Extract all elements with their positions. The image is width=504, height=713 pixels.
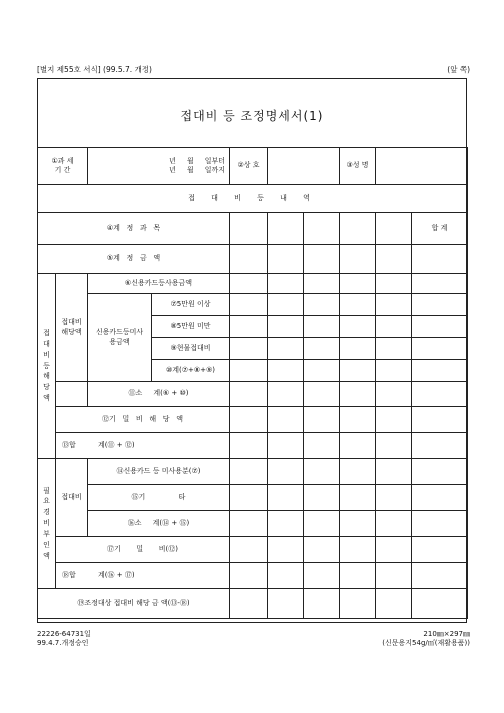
cell[interactable] (268, 433, 304, 459)
cell[interactable] (268, 537, 304, 563)
disallowed-sub-label: 접대비 (56, 459, 88, 537)
cell[interactable] (340, 459, 376, 485)
cell[interactable] (412, 316, 468, 338)
secret2-label: ⑰기 밀 비(⑫) (56, 537, 230, 563)
cell[interactable] (412, 407, 468, 433)
entertainment-group-label: 접 대 비 등 해 당 액 (38, 274, 56, 459)
cell[interactable] (230, 213, 268, 245)
cell[interactable] (230, 563, 268, 589)
form-title: 접대비 등 조정명세서(1) (180, 109, 324, 123)
cell[interactable] (230, 382, 268, 407)
cell[interactable] (304, 213, 340, 245)
under-50k-label: ⑧5만원 미만 (152, 316, 230, 338)
cell[interactable] (340, 294, 376, 316)
cell[interactable] (412, 433, 468, 459)
cell[interactable] (376, 433, 412, 459)
cell[interactable] (268, 316, 304, 338)
statement-table (37, 147, 468, 619)
target-amount-label: ⑲조정대상 접대비 해당 금 액(⑬-⑱) (38, 589, 230, 619)
cell[interactable] (268, 274, 304, 294)
cell[interactable] (376, 316, 412, 338)
cell[interactable] (304, 245, 340, 274)
total-label: 합 계 (412, 213, 468, 245)
cell[interactable] (304, 338, 340, 360)
cell[interactable] (230, 245, 268, 274)
cell[interactable] (376, 245, 412, 274)
period-label: ①과 세 기 간 (38, 148, 88, 185)
account-item-label: ④계 정 과 목 (38, 213, 230, 245)
subtotal2-label: ⑯소 계(⑭ + ⑮) (88, 511, 230, 537)
cell[interactable] (376, 407, 412, 433)
footer-left (37, 630, 91, 649)
cell[interactable] (304, 294, 340, 316)
secret-label: ⑫기 밀 비 해 당 액 (56, 407, 230, 433)
cell[interactable] (340, 316, 376, 338)
cell[interactable] (376, 213, 412, 245)
credit-card-amount-label: ⑥신용카드등사용금액 (88, 274, 230, 294)
cell[interactable] (376, 589, 412, 619)
paper-type: (신문용지54g/㎡(재활용품)) (382, 639, 470, 648)
cell[interactable] (340, 511, 376, 537)
cell[interactable] (230, 537, 268, 563)
cell[interactable] (340, 360, 376, 382)
cell[interactable] (376, 274, 412, 294)
cell[interactable] (376, 382, 412, 407)
account-amount-label: ⑤계 정 금 액 (38, 245, 230, 274)
cell[interactable] (268, 213, 304, 245)
over-50k-label: ⑦5만원 이상 (152, 294, 230, 316)
cell[interactable] (230, 459, 268, 485)
cell[interactable] (340, 245, 376, 274)
cell[interactable] (376, 338, 412, 360)
cell[interactable] (230, 274, 268, 294)
non-card-subtotal-label: ⑩계(⑦+⑧+⑨) (152, 360, 230, 382)
company-field[interactable] (268, 148, 340, 185)
cell[interactable] (268, 360, 304, 382)
cell[interactable] (340, 407, 376, 433)
cell[interactable] (340, 213, 376, 245)
cell[interactable] (304, 433, 340, 459)
name-label: ③성 명 (340, 148, 376, 185)
cell[interactable] (376, 360, 412, 382)
cell[interactable] (340, 433, 376, 459)
cell[interactable] (304, 316, 340, 338)
cell[interactable] (304, 589, 340, 619)
cell[interactable] (412, 245, 468, 274)
sum2-label: ⑱합 계(⑯ + ⑰) (56, 563, 230, 589)
name-field[interactable] (376, 148, 468, 185)
cell[interactable] (376, 459, 412, 485)
approval-date: 99.4.7.개정승인 (37, 639, 89, 648)
cell[interactable] (412, 459, 468, 485)
period-to: 년 월 일까지 (168, 166, 225, 174)
cell[interactable] (340, 485, 376, 511)
form-code: 22226-64731일 (37, 630, 91, 638)
cell[interactable] (340, 338, 376, 360)
cell[interactable] (376, 563, 412, 589)
cell[interactable] (412, 537, 468, 563)
period-field[interactable] (88, 148, 230, 185)
cell[interactable] (304, 360, 340, 382)
goods-label: ⑨현물접대비 (152, 338, 230, 360)
cell[interactable] (340, 537, 376, 563)
footer-right (382, 630, 470, 649)
other-label: ⑮기 타 (88, 485, 230, 511)
cell[interactable] (230, 360, 268, 382)
card-unused-label: ⑭신용카드 등 미사용분(⑦) (88, 459, 230, 485)
cell[interactable] (412, 360, 468, 382)
cell[interactable] (376, 294, 412, 316)
cell[interactable] (268, 589, 304, 619)
cell[interactable] (412, 294, 468, 316)
cell[interactable] (268, 294, 304, 316)
cell[interactable] (304, 511, 340, 537)
cell[interactable] (230, 485, 268, 511)
section-title: 접 대 비 등 내 역 (38, 185, 468, 213)
cell[interactable] (230, 407, 268, 433)
cell[interactable] (268, 563, 304, 589)
cell[interactable] (412, 485, 468, 511)
cell[interactable] (340, 274, 376, 294)
cell[interactable] (412, 382, 468, 407)
cell[interactable] (230, 338, 268, 360)
cell[interactable] (340, 382, 376, 407)
cell[interactable] (304, 407, 340, 433)
form-reference: [별지 제55호 서식] (99.5.7. 개정) (37, 65, 152, 74)
cell[interactable] (304, 563, 340, 589)
cell[interactable] (304, 382, 340, 407)
cell[interactable] (412, 511, 468, 537)
cell[interactable] (268, 338, 304, 360)
disallowed-group-label: 필 요 경 비 부 인 액 (38, 459, 56, 589)
page-side-label: (앞 쪽) (447, 65, 470, 74)
cell[interactable] (412, 274, 468, 294)
cell[interactable] (268, 245, 304, 274)
cell[interactable] (230, 511, 268, 537)
subtotal-label: ⑪소 계(⑥ + ⑩) (88, 382, 230, 407)
cell[interactable] (230, 589, 268, 619)
cell[interactable] (230, 433, 268, 459)
cell[interactable] (340, 563, 376, 589)
company-label: ②상 호 (230, 148, 268, 185)
cell[interactable] (412, 589, 468, 619)
cell[interactable] (376, 485, 412, 511)
cell[interactable] (268, 382, 304, 407)
cell[interactable] (230, 294, 268, 316)
paper-size: 210㎜×297㎜ (423, 630, 470, 638)
period-from: 년 월 일부터 (168, 156, 225, 165)
cell[interactable] (304, 537, 340, 563)
cell[interactable] (304, 459, 340, 485)
cell[interactable] (268, 485, 304, 511)
cell[interactable] (304, 485, 340, 511)
cell[interactable] (340, 589, 376, 619)
cell[interactable] (376, 537, 412, 563)
cell[interactable] (412, 563, 468, 589)
cell[interactable] (268, 407, 304, 433)
statement-form (37, 78, 467, 623)
non-card-label: 신용카드등미사 용금액 (88, 294, 152, 382)
cell[interactable] (268, 459, 304, 485)
cell[interactable] (304, 274, 340, 294)
sum-label: ⑬합 계(⑪ + ⑫) (56, 433, 230, 459)
entertainment-sub-label: 접대비 해당액 (56, 274, 88, 382)
cell[interactable] (268, 511, 304, 537)
cell[interactable] (376, 511, 412, 537)
cell[interactable] (230, 316, 268, 338)
cell[interactable] (412, 338, 468, 360)
